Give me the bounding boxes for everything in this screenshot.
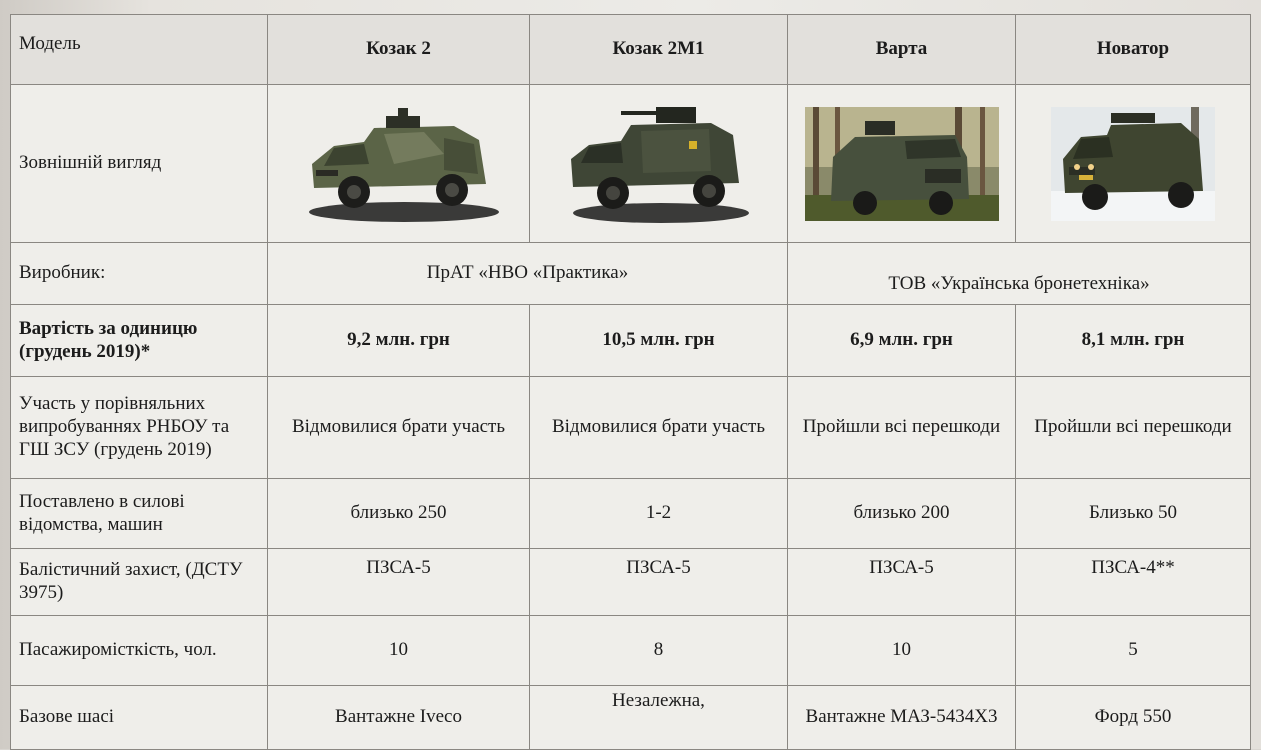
price-row [11, 305, 1251, 377]
trials-varta: Пройшли всі перешкоди [788, 377, 1016, 479]
capacity-varta: 10 [788, 616, 1016, 686]
supplied-label: Поставлено в силові відомства, машин [11, 479, 268, 549]
capacity-novator: 5 [1016, 616, 1251, 686]
trials-novator: Пройшли всі перешкоди [1016, 377, 1251, 479]
supplied-row [11, 479, 1251, 549]
capacity-kozak-2: 10 [268, 616, 530, 686]
appearance-label: Зовнішній вигляд [11, 85, 268, 243]
model-kozak-2m1: Козак 2М1 [530, 15, 788, 85]
trials-label: Участь у порівняльних випробуваннях РНБОУ та ГШ ЗСУ (грудень 2019) [11, 377, 268, 479]
model-kozak-2: Козак 2 [268, 15, 530, 85]
trials-row [11, 377, 1251, 479]
chassis-varta: Вантажне МАЗ-5434Х3 [788, 686, 1016, 750]
chassis-row [11, 686, 1251, 750]
ballistic-kozak-2m1: ПЗСА-5 [530, 549, 788, 616]
supplied-novator: Близько 50 [1016, 479, 1251, 549]
price-novator: 8,1 млн. грн [1016, 305, 1251, 377]
price-varta: 6,9 млн. грн [788, 305, 1016, 377]
kozak-2-vehicle-image [294, 104, 504, 224]
capacity-row [11, 616, 1251, 686]
appearance-row [11, 85, 1251, 243]
trials-kozak-2: Відмовилися брати участь [268, 377, 530, 479]
vehicle-comparison-table [10, 14, 1251, 750]
kozak-2m1-image-cell [530, 85, 788, 243]
kozak-2-image-cell [268, 85, 530, 243]
varta-image-cell [788, 85, 1016, 243]
novator-image-cell [1016, 85, 1251, 243]
ballistic-novator: ПЗСА-4** [1016, 549, 1251, 616]
capacity-label: Пасажиромісткість, чол. [11, 616, 268, 686]
price-label: Вартість за одиницю (грудень 2019)* [11, 305, 268, 377]
ballistic-label: Балістичний захист, (ДСТУ 3975) [11, 549, 268, 616]
table-header-row [11, 15, 1251, 85]
ballistic-kozak-2: ПЗСА-5 [268, 549, 530, 616]
manufacturer-row [11, 243, 1251, 305]
manufacturer-praktika: ПрАТ «НВО «Практика» [268, 243, 788, 305]
supplied-kozak-2: близько 250 [268, 479, 530, 549]
kozak-2m1-vehicle-image [561, 101, 756, 226]
model-varta: Варта [788, 15, 1016, 85]
manufacturer-ukrbron: ТОВ «Українська бронетехніка» [788, 243, 1251, 305]
chassis-kozak-2: Вантажне Iveco [268, 686, 530, 750]
model-novator: Новатор [1016, 15, 1251, 85]
novator-vehicle-image [1051, 107, 1215, 221]
varta-vehicle-image [805, 107, 999, 221]
varta-photo [805, 107, 999, 221]
chassis-kozak-2m1: Незалежна, [530, 686, 788, 750]
supplied-varta: близько 200 [788, 479, 1016, 549]
supplied-kozak-2m1: 1-2 [530, 479, 788, 549]
capacity-kozak-2m1: 8 [530, 616, 788, 686]
trials-kozak-2m1: Відмовилися брати участь [530, 377, 788, 479]
manufacturer-label: Виробник: [11, 243, 268, 305]
chassis-label: Базове шасі [11, 686, 268, 750]
price-kozak-2: 9,2 млн. грн [268, 305, 530, 377]
price-kozak-2m1: 10,5 млн. грн [530, 305, 788, 377]
ballistic-varta: ПЗСА-5 [788, 549, 1016, 616]
novator-photo [1051, 107, 1215, 221]
chassis-novator: Форд 550 [1016, 686, 1251, 750]
ballistic-row [11, 549, 1251, 616]
header-label: Модель [11, 15, 268, 85]
